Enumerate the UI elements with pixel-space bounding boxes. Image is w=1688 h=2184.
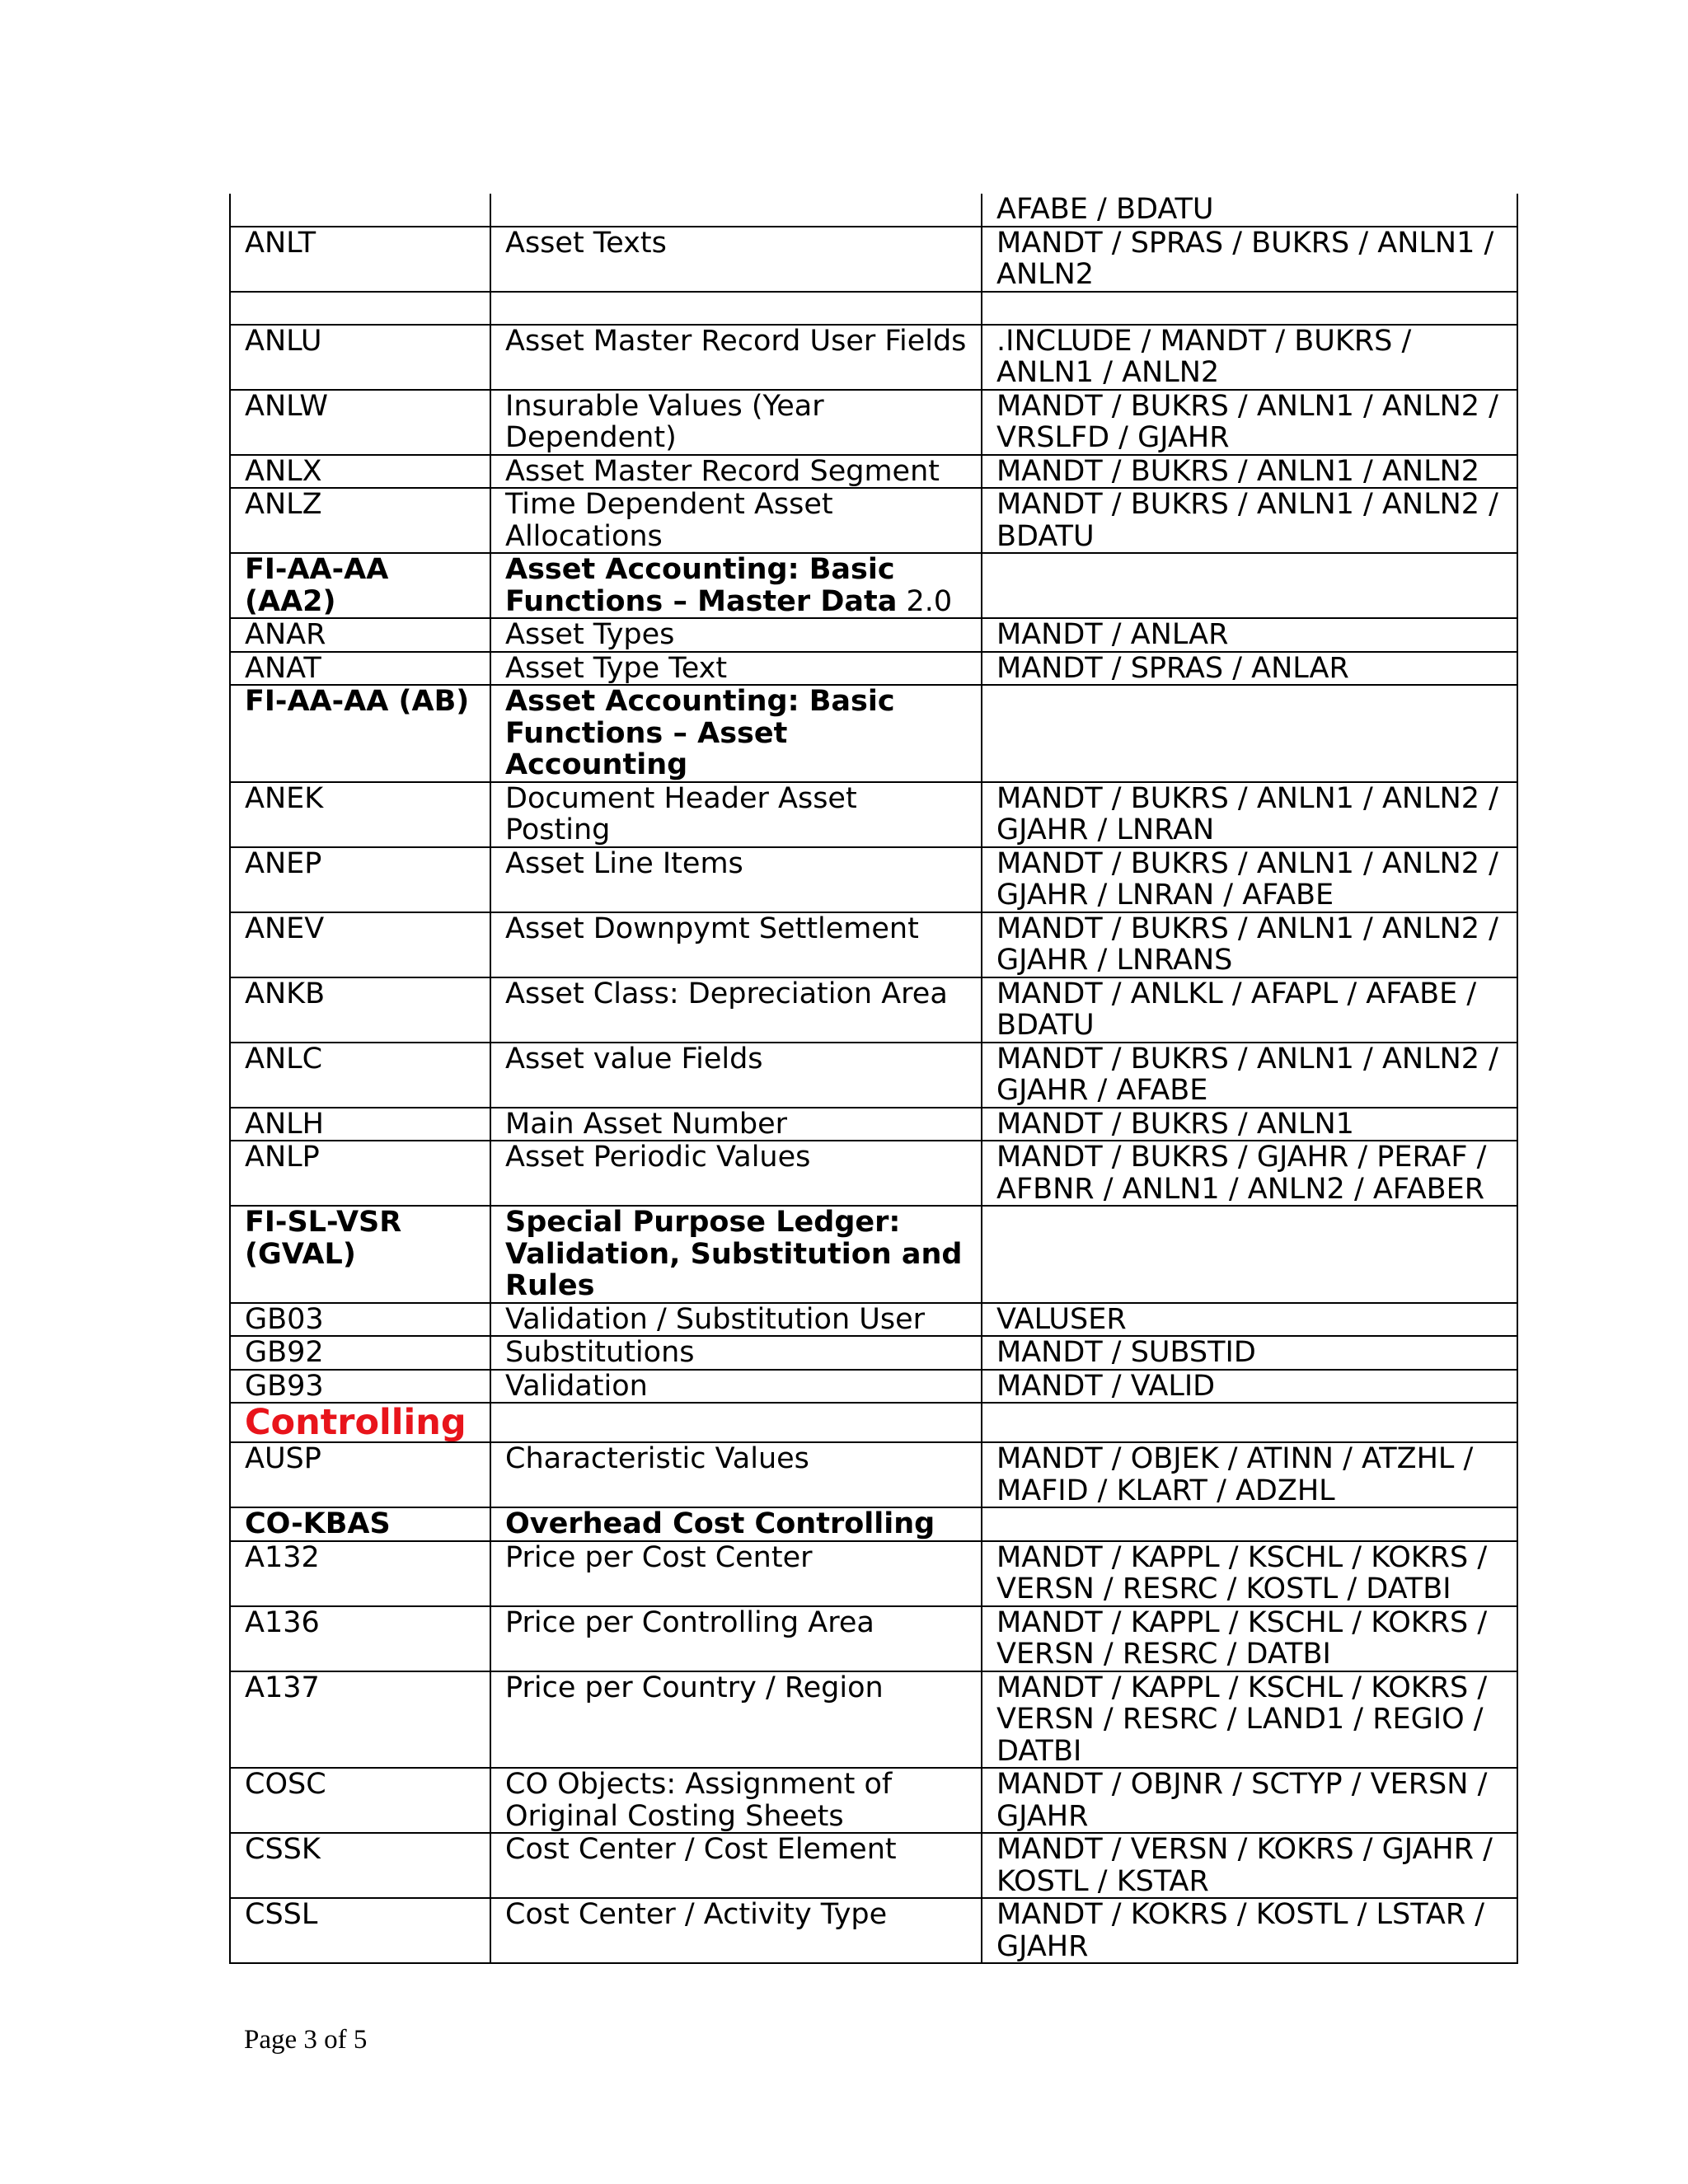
table-row	[230, 912, 1517, 977]
table-code-cell: AUSP	[230, 1442, 490, 1507]
table-row	[230, 1141, 1517, 1206]
rows-group-d	[230, 782, 1517, 1207]
table-key-fields-cell: MANDT / OBJNR / SCTYP / VERSN / GJAHR	[982, 1768, 1517, 1833]
table-row	[230, 1833, 1517, 1898]
table-description-cell: Time Dependent Asset Allocations	[490, 488, 982, 553]
section-description: Overhead Cost Controlling	[490, 1507, 982, 1541]
table-description-cell: Validation	[490, 1370, 982, 1404]
table-description-cell: Validation / Substitution User	[490, 1303, 982, 1337]
table-row	[230, 652, 1517, 686]
table-key-fields-cell: MANDT / BUKRS / ANLN1 / ANLN2 / GJAHR / LNRAN / AFABE	[982, 847, 1517, 912]
table-row	[230, 847, 1517, 912]
table-row	[230, 618, 1517, 652]
section-code: CO-KBAS	[230, 1507, 490, 1541]
table-code-cell: A132	[230, 1541, 490, 1606]
table-key-fields-cell: MANDT / SPRAS / ANLAR	[982, 652, 1517, 686]
rows-group-a	[230, 227, 1517, 292]
section-row-aa2	[230, 553, 1517, 618]
table-code-cell: GB92	[230, 1336, 490, 1370]
table-description-cell: Main Asset Number	[490, 1108, 982, 1141]
section-row-gval	[230, 1206, 1517, 1303]
table-description-cell: Asset Master Record User Fields	[490, 325, 982, 390]
table-row	[230, 1370, 1517, 1404]
table-row	[230, 194, 1517, 227]
table-code-cell	[230, 194, 490, 227]
table-key-fields-cell: MANDT / BUKRS / ANLN1 / ANLN2 / VRSLFD / GJAHR	[982, 390, 1517, 455]
table-code-cell: GB93	[230, 1370, 490, 1404]
table-description-cell: Price per Cost Center	[490, 1541, 982, 1606]
table-key-fields-cell: MANDT / BUKRS / ANLN1	[982, 1108, 1517, 1141]
table-description-cell: Asset Downpymt Settlement	[490, 912, 982, 977]
table-row	[230, 782, 1517, 847]
table-description-cell: Insurable Values (Year Dependent)	[490, 390, 982, 455]
section-row-kbas	[230, 1507, 1517, 1541]
section-code: FI-AA-AA (AA2)	[230, 553, 490, 618]
table-description-cell: Asset Periodic Values	[490, 1141, 982, 1206]
table-description-cell: Asset Line Items	[490, 847, 982, 912]
table-description-cell: CO Objects: Assignment of Original Costing Sheets	[490, 1768, 982, 1833]
table-key-fields-cell: AFABE / BDATU	[982, 194, 1517, 227]
table-code-cell: ANLZ	[230, 488, 490, 553]
table-code-cell: ANAR	[230, 618, 490, 652]
table-code-cell: A136	[230, 1606, 490, 1671]
section-description: Asset Accounting: Basic Functions – Master Data 2.0	[490, 553, 982, 618]
table-description-cell	[490, 194, 982, 227]
table-code-cell: ANLH	[230, 1108, 490, 1141]
section-description: Asset Accounting: Basic Functions – Asset Accounting	[490, 685, 982, 782]
table-key-fields-cell: MANDT / ANLKL / AFAPL / AFABE / BDATU	[982, 977, 1517, 1043]
table-row	[230, 1303, 1517, 1337]
rows-group-g	[230, 1541, 1517, 1964]
table-key-fields-cell: MANDT / VALID	[982, 1370, 1517, 1404]
table-row	[230, 1606, 1517, 1671]
table-row	[230, 1108, 1517, 1141]
table-key-fields-cell: MANDT / BUKRS / ANLN1 / ANLN2 / GJAHR / AFABE	[982, 1043, 1517, 1108]
table-key-fields-cell: MANDT / SUBSTID	[982, 1336, 1517, 1370]
table-description-cell: Substitutions	[490, 1336, 982, 1370]
table-row	[230, 1671, 1517, 1769]
table-description-cell: Price per Controlling Area	[490, 1606, 982, 1671]
rows-group-f	[230, 1442, 1517, 1507]
table-code-cell: ANKB	[230, 977, 490, 1043]
table-code-cell: ANLW	[230, 390, 490, 455]
table-code-cell: ANEP	[230, 847, 490, 912]
table-row	[230, 325, 1517, 390]
table-code-cell: A137	[230, 1671, 490, 1769]
table-row	[230, 455, 1517, 489]
table-code-cell: ANLT	[230, 227, 490, 292]
table-description-cell: Asset Types	[490, 618, 982, 652]
table-description-cell: Price per Country / Region	[490, 1671, 982, 1769]
table-code-cell: ANLC	[230, 1043, 490, 1108]
rows-group-b	[230, 325, 1517, 554]
page-number: Page 3 of 5	[244, 2025, 368, 2055]
rows-group-e	[230, 1303, 1517, 1404]
table-row	[230, 1043, 1517, 1108]
table-key-fields-cell: MANDT / BUKRS / ANLN1 / ANLN2 / GJAHR / LNRANS	[982, 912, 1517, 977]
table-key-fields-cell: MANDT / BUKRS / GJAHR / PERAF / AFBNR / ANLN1 / ANLN2 / AFABER	[982, 1141, 1517, 1206]
table-description-cell: Cost Center / Cost Element	[490, 1833, 982, 1898]
table-code-cell: ANLX	[230, 455, 490, 489]
table-row	[230, 1768, 1517, 1833]
section-code: FI-SL-VSR (GVAL)	[230, 1206, 490, 1303]
controlling-heading: Controlling	[245, 1403, 467, 1442]
table-key-fields-cell: MANDT / BUKRS / ANLN1 / ANLN2	[982, 455, 1517, 489]
table-key-fields-cell: MANDT / BUKRS / ANLN1 / ANLN2 / BDATU	[982, 488, 1517, 553]
table-key-fields-cell: MANDT / OBJEK / ATINN / ATZHL / MAFID / KLART / ADZHL	[982, 1442, 1517, 1507]
table-code-cell: ANLU	[230, 325, 490, 390]
table-row	[230, 1442, 1517, 1507]
sap-tables-list	[229, 194, 1518, 1964]
table-row	[230, 227, 1517, 292]
table-description-cell: Asset Class: Depreciation Area	[490, 977, 982, 1043]
table-code-cell: ANEK	[230, 782, 490, 847]
table-row	[230, 390, 1517, 455]
table-key-fields-cell: MANDT / VERSN / KOKRS / GJAHR / KOSTL / KSTAR	[982, 1833, 1517, 1898]
table-description-cell: Asset Master Record Segment	[490, 455, 982, 489]
section-description: Special Purpose Ledger: Validation, Substitution and Rules	[490, 1206, 982, 1303]
table-row	[230, 1898, 1517, 1963]
rows-group-c	[230, 618, 1517, 685]
table-description-cell: Asset Type Text	[490, 652, 982, 686]
table-key-fields-cell: MANDT / KAPPL / KSCHL / KOKRS / VERSN / RESRC / DATBI	[982, 1606, 1517, 1671]
section-code: FI-AA-AA (AB)	[230, 685, 490, 782]
controlling-heading-row	[230, 1403, 1517, 1442]
table-key-fields-cell: .INCLUDE / MANDT / BUKRS / ANLN1 / ANLN2	[982, 325, 1517, 390]
table-key-fields-cell: MANDT / KAPPL / KSCHL / KOKRS / VERSN / RESRC / LAND1 / REGIO / DATBI	[982, 1671, 1517, 1769]
table-code-cell: ANAT	[230, 652, 490, 686]
table-row	[230, 1541, 1517, 1606]
table-description-cell: Asset value Fields	[490, 1043, 982, 1108]
table-code-cell: CSSL	[230, 1898, 490, 1963]
table-code-cell: ANEV	[230, 912, 490, 977]
table-key-fields-cell: MANDT / BUKRS / ANLN1 / ANLN2 / GJAHR / LNRAN	[982, 782, 1517, 847]
section-row-ab	[230, 685, 1517, 782]
table-row	[230, 488, 1517, 553]
table-key-fields-cell: MANDT / SPRAS / BUKRS / ANLN1 / ANLN2	[982, 227, 1517, 292]
table-code-cell: ANLP	[230, 1141, 490, 1206]
table-key-fields-cell: MANDT / KOKRS / KOSTL / LSTAR / GJAHR	[982, 1898, 1517, 1963]
table-description-cell: Characteristic Values	[490, 1442, 982, 1507]
table-key-fields-cell: VALUSER	[982, 1303, 1517, 1337]
table-code-cell: CSSK	[230, 1833, 490, 1898]
table-key-fields-cell: MANDT / KAPPL / KSCHL / KOKRS / VERSN / RESRC / KOSTL / DATBI	[982, 1541, 1517, 1606]
table-row	[230, 977, 1517, 1043]
table-code-cell: COSC	[230, 1768, 490, 1833]
table-description-cell: Cost Center / Activity Type	[490, 1898, 982, 1963]
table-row	[230, 1336, 1517, 1370]
table-key-fields-cell: MANDT / ANLAR	[982, 618, 1517, 652]
blank-row	[230, 292, 1517, 325]
table-description-cell: Document Header Asset Posting	[490, 782, 982, 847]
table-code-cell: GB03	[230, 1303, 490, 1337]
table-description-cell: Asset Texts	[490, 227, 982, 292]
